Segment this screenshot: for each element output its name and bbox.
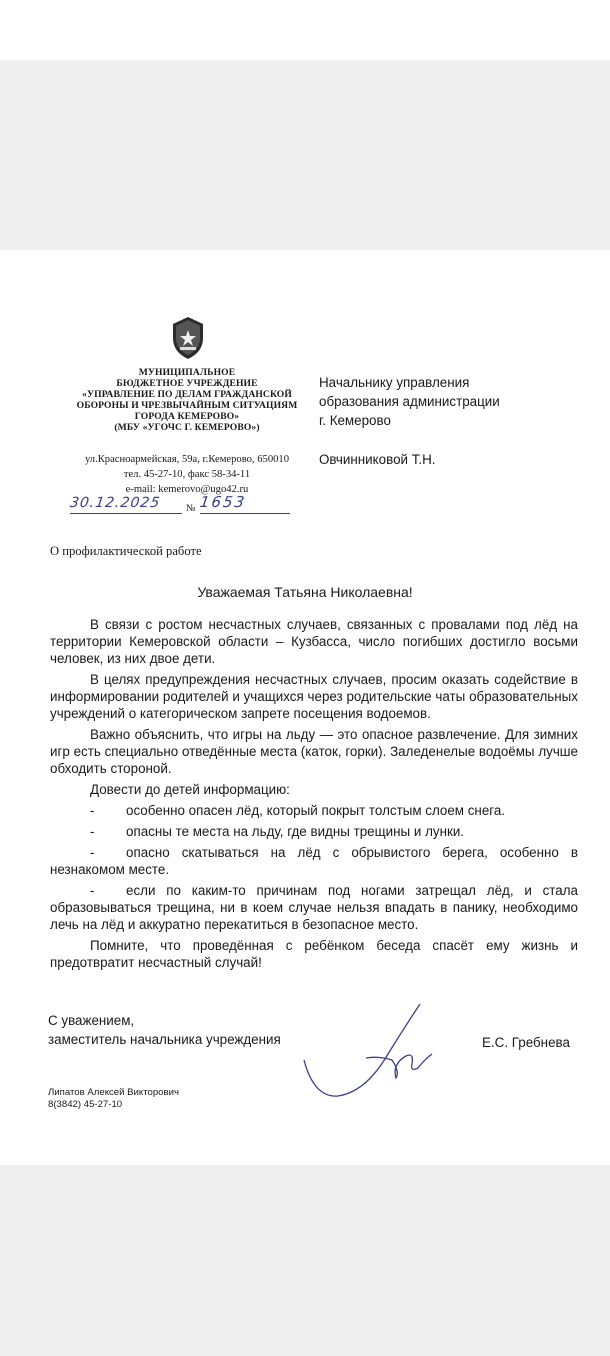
list-item bbox=[50, 882, 578, 933]
recipient-line: г. Кемерово bbox=[319, 413, 391, 428]
list-item bbox=[50, 823, 578, 840]
letter-body bbox=[50, 616, 578, 971]
executor-name: Липатов Алексей Викторович bbox=[48, 1087, 179, 1098]
closing-regards: С уважением, bbox=[48, 1013, 135, 1028]
recipient-line: образования администрации bbox=[319, 394, 500, 409]
organization-header bbox=[62, 367, 312, 433]
org-line: БЮДЖЕТНОЕ УЧРЕЖДЕНИЕ bbox=[116, 378, 258, 389]
body-paragraph: В целях предупреждения несчастных случаев, просим оказать содействие в информировании родителей и учащихся через родительские чаты образовательных учреждений о категорическом запрете посещения водоемов. bbox=[50, 672, 578, 721]
recipient-name: Овчинниковой Т.Н. bbox=[319, 452, 436, 467]
letter-subject: О профилактической работе bbox=[50, 544, 202, 558]
bullet-dash: - bbox=[90, 803, 95, 818]
top-grey-band bbox=[0, 60, 610, 250]
bottom-grey-band bbox=[0, 1165, 610, 1356]
number-sign: № bbox=[186, 503, 196, 514]
registration-date: 30.12.2025 bbox=[68, 495, 162, 511]
handwritten-signature bbox=[296, 998, 436, 1108]
org-line: (МБУ «УГОЧС Г. КЕМЕРОВО») bbox=[114, 422, 260, 433]
executor-phone: 8(3842) 45-27-10 bbox=[48, 1099, 123, 1110]
list-item bbox=[50, 844, 578, 878]
signer-position: заместитель начальника учреждения bbox=[48, 1032, 281, 1047]
list-item-text: опасно скатываться на лёд с обрывистого берега, особенно в незнакомом месте. bbox=[50, 845, 578, 877]
bullet-dash: - bbox=[90, 845, 95, 860]
org-line: «УПРАВЛЕНИЕ ПО ДЕЛАМ ГРАЖДАНСКОЙ bbox=[82, 389, 292, 400]
body-paragraph: Важно объяснить, что игры на льду — это опасное развлечение. Для зимних игр есть специально отведённые места (каток, горки). Заледенелые водоёмы лучше обходить стороной. bbox=[50, 727, 578, 776]
registration-row bbox=[70, 495, 295, 517]
date-underline bbox=[70, 513, 182, 514]
executor-block bbox=[48, 1087, 179, 1111]
list-item-text: особенно опасен лёд, который покрыт толстым слоем снега. bbox=[126, 803, 506, 818]
salutation: Уважаемая Татьяна Николаевна! bbox=[197, 584, 413, 600]
registration-number: 1653 bbox=[198, 493, 248, 511]
org-address: ул.Красноармейская, 59а, г.Кемерово, 650010 bbox=[84, 454, 290, 465]
recipient-line: Начальнику управления bbox=[319, 375, 470, 390]
body-paragraph: Помните, что проведённая с ребёнком беседа спасёт ему жизнь и предотвратит несчастный случай! bbox=[50, 938, 578, 970]
org-line: ГОРОДА КЕМЕРОВО» bbox=[134, 411, 240, 422]
org-line: МУНИЦИПАЛЬНОЕ bbox=[138, 367, 236, 378]
organization-contacts bbox=[62, 452, 312, 497]
org-email: e-mail: kemerovo@ugo42.ru bbox=[125, 484, 249, 495]
signer-name: Е.С. Гребнева bbox=[482, 1035, 570, 1050]
org-line: ОБОРОНЫ И ЧРЕЗВЫЧАЙНЫМ СИТУАЦИЯМ bbox=[76, 400, 298, 411]
list-item-text: опасны те места на льду, где видны трещины и лунки. bbox=[126, 824, 465, 839]
list-item bbox=[50, 802, 578, 819]
bullet-dash: - bbox=[90, 824, 95, 839]
closing-block bbox=[48, 1011, 281, 1049]
number-underline bbox=[200, 513, 290, 514]
list-item-text: если по каким-то причинам под ногами затрещал лёд, и стала образовываться трещина, ни в коем случае нельзя впадать в панику, необходимо лечь на лёд и аккуратно перекатиться в безопасное место. bbox=[50, 883, 578, 932]
top-bar bbox=[0, 0, 610, 60]
org-phone: тел. 45-27-10, факс 58-34-11 bbox=[123, 469, 251, 480]
body-paragraph: Довести до детей информацию: bbox=[90, 782, 290, 797]
emblem-icon bbox=[171, 316, 205, 360]
bullet-dash: - bbox=[90, 883, 95, 898]
recipient-block bbox=[319, 373, 579, 469]
body-paragraph: В связи с ростом несчастных случаев, связанных с провалами под лёд на территории Кемеровской области – Кузбасса, число погибших достигло восьми человек, из них двое дети. bbox=[50, 617, 578, 666]
